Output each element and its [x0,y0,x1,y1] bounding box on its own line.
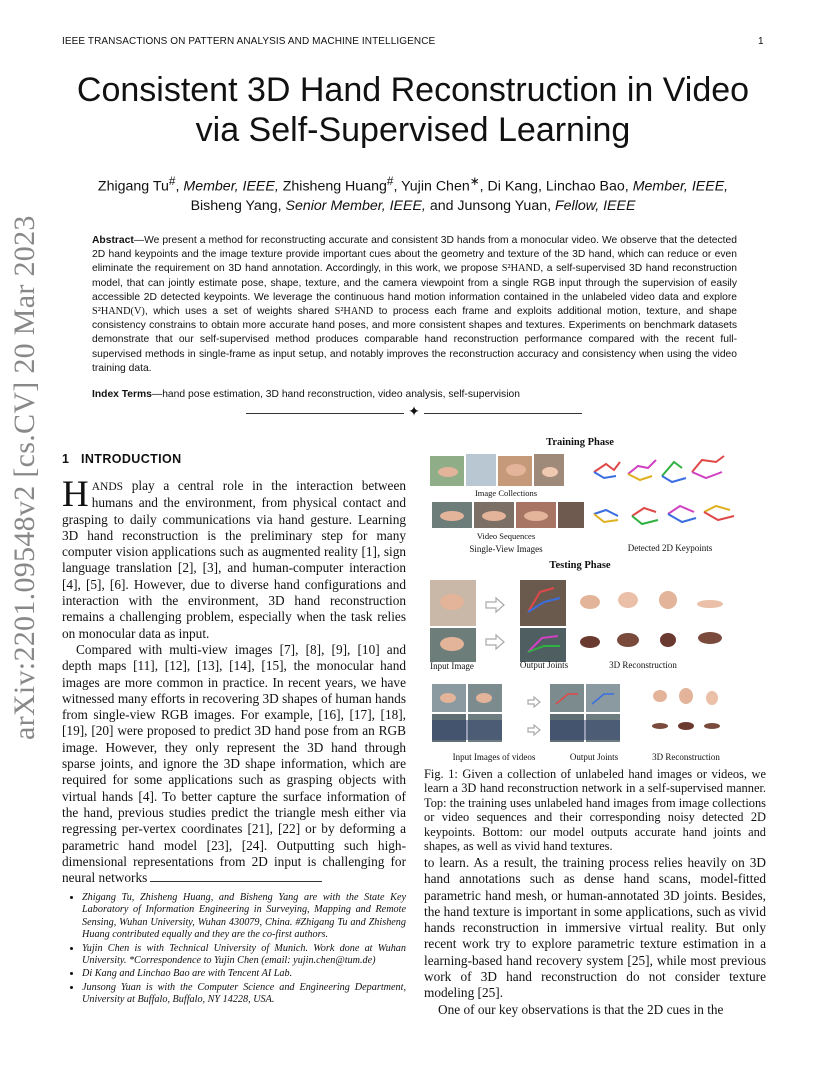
abstract [92,234,737,376]
output-joints-2-label: Output Joints [569,752,619,762]
training-phase-label: Training Phase [546,437,614,448]
author-role: Senior Member, IEEE, [285,197,426,214]
author-mark: # [386,174,394,188]
index-terms-text: —hand pose estimation, 3D hand reconstruction, video analysis, self-supervision [151,389,520,400]
video-sequence-frames [432,502,584,528]
footnote-item: • Di Kang and Linchao Bao are with Tencent AI Lab. [82,968,406,980]
drop-cap: H [62,474,89,515]
author-name: and Junsong Yuan, [429,197,552,214]
video-reconstruction-meshes [652,688,720,730]
method-name: S²HAND [334,306,374,318]
output-joints-label: Output Joints [519,660,569,670]
paragraph-text: play a central role in the interaction between humans and the environment, from physical contact and grasping to daily communications via hand gesture. Learning 3D hand reconstruction is the preliminary step for many computer vision applications such as augmented reality [1], sign language translation [2], [3], and human-computer interaction [4], [5], [6]. However, due to diverse hand configurations and interaction with the environment, 3D hand reconstruction remains a challenging problem, especially when the task relies on monocular data as input. [62,478,406,641]
author-role: Fellow, IEEE [555,197,636,214]
section-heading [62,452,182,466]
reconstruction-2-label: 3D Reconstruction [652,752,720,762]
video-output-frames [550,684,620,742]
section-title: INTRODUCTION [80,452,182,466]
intro-text [62,474,406,886]
right-column-text [424,855,766,1018]
abstract-text: , a self-supervised 3D hand reconstruction model, that can jointly estimate pose, shape, texture, and the camera viewpoint from a single RGB input through the supervision of easily accessible 2D detected keypoints. We leverage the continuous hand motion information contained in the unlabeled video data and explore [92,263,737,303]
index-terms-label: Index Terms [92,389,152,400]
author-name: Zhisheng Huang [282,178,387,195]
input-videos-label: Input Images of videos [452,752,536,762]
right-paragraph-2: One of our key observations is that the 2D cues in the [438,1001,724,1017]
caption-label: Fig. 1: [424,767,458,781]
arxiv-stamp: arXiv:2201.09548v2 [cs.CV] 20 Mar 2023 [8,215,41,740]
abstract-text: , which uses a set of weights shared [144,306,335,318]
method-name: S²HAND(V) [92,306,145,318]
section-number: 1 [62,452,70,466]
detected-keypoints-label: Detected 2D Keypoints [627,543,713,553]
keypoint-skeletons [594,456,734,524]
page-number: 1 [758,36,764,47]
author-role: Member, IEEE, [183,178,279,195]
footnote-rule [150,881,322,882]
author-mark: ∗ [469,174,480,188]
divider-star-icon: ✦ [404,404,424,422]
image-collection-photos [430,454,564,486]
testing-phase-label: Testing Phase [549,560,611,571]
abstract-text: —We present a method for reconstructing accurate and consistent 3D hands from a monocular video. We observe that the detected 2D hand keypoints and the image texture provide important cues about the geometry and texture of the 3D hand, which can reduce or even eliminate the requirement on 3D hand annotation. Accordingly, in this work, we propose [92,235,737,275]
test-input-images [430,580,476,662]
author-name: Yujin Chen [401,178,470,195]
figure-illustration [424,432,766,766]
author-mark: # [168,174,176,188]
author-name: Bisheng Yang, [190,197,282,214]
video-sequences-label: Video Sequences [476,531,536,541]
caption-text: Given a collection of unlabeled hand images or videos, we learn a 3D hand reconstruction network in a self-supervised manner. Top: the training uses unlabeled hand images from image collections or video sequences and their corresponding noisy detected 2D keypoints. Bottom: our model outputs accurate hand joints and shapes, as well as vivid hand textures. [424,767,766,854]
paper-title [62,70,764,150]
method-name: S²HAND [501,263,541,275]
video-input-frames [432,684,502,742]
author-name: Zhigang Tu [97,178,169,195]
intro-paragraph-1 [62,474,406,642]
author-role: Member, IEEE, [632,178,729,195]
title-line-1: Consistent 3D Hand Reconstruction in Video [76,71,750,109]
reconstruction-meshes [580,591,723,648]
figure-1 [424,432,766,766]
single-view-images-label: Single-View Images [469,544,543,554]
image-collections-label: Image Collections [474,488,538,498]
footnote-item: • Yujin Chen is with Technical University of Munich. Work done at Wuhan University. *Correspondence to Yujin Chen (email: yujin.chen@tum.de) [82,943,406,968]
figure-caption [424,767,766,853]
smallcaps-word: ANDS [91,481,124,493]
author-list: Zhigang Tu#, Member, IEEE, Zhisheng Huang#, Yujin Chen∗, Di Kang, Linchao Bao, Member, IEEE, Bisheng Yang, Senior Member, IEEE, and Junsong Yuan, Fellow, IEEE [97,174,729,214]
intro-paragraph-2: Compared with multi-view images [7], [8], [9], [10] and depth maps [11], [12], [13], [14], [15], the monocular hand images are more common in practice. In recent years, we have witnessed many efforts in recovering 3D shapes of human hands from single-view RGB images. For example, [16], [17], [18], [19], [20] were proposed to predict 3D hand pose from an RGB image. However, they only represent the 3D hand through sparse joints, and ignore the 3D shape information, which are required for some applications such as grasping objects with virtual hands [4]. To better capture the surface information of the hand, previous studies predict the triangle mesh either via regressing per-vertex coordinates [21], [22] or by deforming a parametric hand model [23], [24]. Outputting such high-dimensional representations from 2D input is challenging for neural networks [62,641,406,886]
index-terms [92,388,737,402]
footnote-item: • Zhigang Tu, Zhisheng Huang, and Bisheng Yang are with the State Key Laboratory of Information Engineering in Surveying, Mapping and Remote Sensing, Wuhan University, Wuhan 430079, China. #Zhigang Tu and Zhisheng Huang contributed equally and they are the co-first authors. [82,892,406,942]
input-image-label: Input Image [430,661,474,671]
title-line-2: via Self-Supervised Learning [195,111,631,149]
abstract-text: to process each frame and exploits additional motion, texture, and shape consistency constrains to obtain more accurate hand poses, and more consistent shapes and textures. Experiments on benchmark datasets demonstrate that our self-supervised method produces comparable hand reconstruction performance compared with the recent full-supervised methods in single-frame as input setup, and notably improves the reconstruction accuracy and consistency when using the video training data. [92,306,737,374]
abstract-label: Abstract [92,235,134,246]
arrow-icon [528,697,540,735]
arrow-icon [486,598,504,649]
footnote-item: • Junsong Yuan is with the Computer Science and Engineering Department, University at Buffalo, Buffalo, NY 14228, USA. [82,982,406,1007]
output-joints-images [520,580,566,662]
right-paragraph-1: to learn. As a result, the training process relies heavily on 3D hand annotations such as dense hand scans, model-fitted parametric hand mesh, or human-annotated 3D joints. Besides, the hand texture is important in some applications, such as vivid hands reconstruction in immersive virtual reality. But only recent work try to explore parametric texture estimation in a learning-based hand recovery system [25], while most previous work of 3D hand reconstruction do not consider texture modeling [25]. [424,855,766,1001]
author-name: , Di Kang, Linchao Bao, [479,178,629,195]
footnotes [62,892,406,1008]
journal-header: IEEE TRANSACTIONS ON PATTERN ANALYSIS AND MACHINE INTELLIGENCE [62,36,436,47]
reconstruction-label: 3D Reconstruction [609,660,677,670]
